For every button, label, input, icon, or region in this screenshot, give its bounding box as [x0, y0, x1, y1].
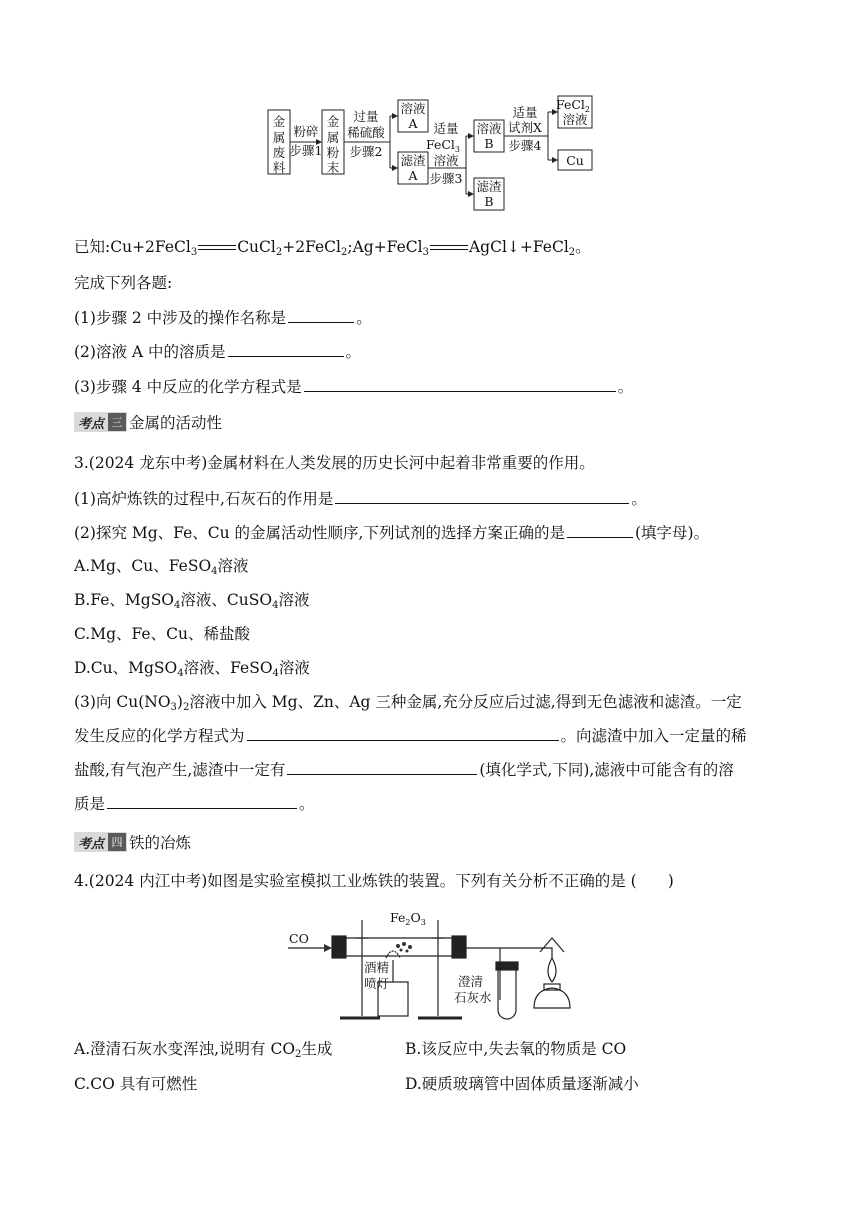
option-4b: B.该反应中,失去氧的物质是 CO	[405, 1040, 627, 1058]
option-4d: D.硬质玻璃管中固体质量逐渐减小	[405, 1075, 639, 1093]
label-step4-line2: 试剂X	[508, 120, 542, 135]
label-step1-bottom: 步骤1	[289, 143, 323, 158]
known-sub1: 3	[190, 247, 198, 258]
equals-sign	[430, 243, 468, 253]
label-step4-line3: 步骤4	[508, 138, 542, 153]
label-residue-b-2: B	[484, 194, 494, 209]
label-fecl2-2: 溶液	[562, 112, 588, 127]
label-metal-waste-1: 金	[272, 114, 286, 129]
answer-blank[interactable]	[228, 340, 344, 357]
question-2-1: (1)步骤 2 中涉及的操作名称是 。	[74, 306, 372, 329]
label-solution-b-2: B	[484, 136, 494, 151]
figure-limewater-label-2: 石灰水	[454, 990, 492, 1005]
label-fecl2-1: FeCl$_2$	[555, 97, 591, 114]
answer-blank[interactable]	[335, 487, 629, 504]
question-2-3: (3)步骤 4 中反应的化学方程式是 。	[74, 375, 633, 398]
known-sub4: 3	[422, 247, 429, 258]
known-prefix: 已知:Cu+2FeCl	[74, 238, 191, 256]
label-metal-waste-4: 料	[272, 160, 286, 175]
option-3b: B.Fe、MgSO$_4$溶液、CuSO$_4$溶液	[74, 591, 310, 611]
section-header-activity	[74, 410, 222, 434]
iron-smelting-apparatus	[0, 900, 860, 1030]
process-flowchart	[0, 0, 860, 220]
label-step2-line1: 过量	[353, 109, 379, 124]
option-4c: C.CO 具有可燃性	[74, 1075, 198, 1093]
question-4-stem: 4.(2024 内江中考)如图是实验室模拟工业炼铁的装置。下列有关分析不正确的是 ( )	[74, 872, 674, 890]
question-3-stem: 3.(2024 龙东中考)金属材料在人类发展的历史长河中起着非常重要的作用。	[74, 454, 595, 472]
known-p5: AgCl↓+FeCl	[468, 238, 569, 256]
question-2-2: (2)溶液 A 中的溶质是 。	[74, 340, 361, 363]
question-3-3-line3: 盐酸,有气泡产生,滤渣中一定有 (填化学式,下同),滤液中可能含有的溶	[74, 758, 734, 781]
known-p3: +2FeCl	[282, 238, 341, 256]
question-3-3-line2: 发生反应的化学方程式为 。向滤渣中加入一定量的稀	[74, 724, 747, 747]
label-step1-top: 粉碎	[293, 124, 319, 139]
label-metal-waste-2: 属	[272, 130, 286, 145]
figure-lamp-label-2: 喷灯	[364, 976, 390, 991]
known-sub5: 2	[568, 247, 576, 258]
label-step3-line2: FeCl$_3$	[425, 137, 461, 154]
question-3-3-line1: (3)向 $Cu(NO_3)_2$溶液中加入 Mg、Zn、Ag 三种金属,充分反应后过滤,得到无色滤液和滤渣。一定	[74, 693, 742, 713]
section-header-iron-smelting	[74, 830, 191, 854]
label-cu: Cu	[566, 153, 584, 168]
label-metal-waste-3: 废	[272, 145, 286, 160]
known-equations	[74, 236, 591, 258]
intro-text: 完成下列各题:	[74, 274, 173, 292]
label-metal-powder-3: 粉	[326, 145, 340, 160]
question-3-1: (1)高炉炼铁的过程中,石灰石的作用是 。	[74, 487, 647, 510]
label-step2-line2: 稀硫酸	[347, 125, 385, 140]
label-solution-a-2: A	[408, 116, 418, 131]
label-residue-b-1: 滤渣	[476, 179, 502, 194]
label-step4-line1: 适量	[512, 105, 538, 120]
known-sub2: 2	[275, 247, 283, 258]
known-p6: 。	[575, 238, 591, 256]
answer-blank[interactable]	[287, 758, 477, 775]
label-metal-powder-4: 末	[326, 160, 340, 175]
section-badge: 考点 四	[74, 832, 127, 852]
section-title: 铁的冶炼	[129, 834, 192, 852]
section-title: 金属的活动性	[129, 414, 223, 432]
section-badge: 考点 三	[74, 412, 127, 432]
answer-blank[interactable]	[107, 792, 297, 809]
label-step3-line3: 溶液	[433, 153, 459, 168]
label-step2-line3: 步骤2	[349, 144, 383, 159]
figure-fe2o3-label: $Fe_2O_3$	[390, 910, 426, 927]
answer-blank[interactable]	[304, 375, 616, 392]
label-solution-a-1: 溶液	[400, 101, 426, 116]
figure-lamp-label-1: 酒精	[364, 960, 390, 975]
label-metal-powder-2: 属	[326, 130, 340, 145]
answer-blank[interactable]	[247, 724, 559, 741]
label-step3-line4: 步骤3	[429, 171, 463, 186]
option-3c: C.Mg、Fe、Cu、稀盐酸	[74, 625, 250, 643]
label-residue-a-1: 滤渣	[400, 153, 426, 168]
answer-blank[interactable]	[567, 521, 633, 538]
option-3d: D.Cu、MgSO$_4$溶液、FeSO$_4$溶液	[74, 659, 310, 679]
question-3-2: (2)探究 Mg、Fe、Cu 的金属活动性顺序,下列试剂的选择方案正确的是 (填字母)。	[74, 521, 709, 544]
known-sub3: 2	[340, 247, 348, 258]
figure-limewater-label-1: 澄清	[458, 974, 484, 989]
question-3-3-line4: 质是 。	[74, 792, 315, 815]
option-3a: A.Mg、Cu、FeSO$_4$溶液	[74, 557, 249, 577]
figure-co-label: CO	[289, 931, 309, 946]
equals-sign	[198, 243, 236, 253]
option-4a: A.澄清石灰水变浑浊,说明有 $CO_2$生成	[74, 1040, 333, 1060]
label-step3-line1: 适量	[433, 121, 459, 136]
answer-blank[interactable]	[288, 306, 354, 323]
label-metal-powder-1: 金	[326, 114, 340, 129]
label-residue-a-2: A	[408, 168, 418, 183]
known-p4: ;Ag+FeCl	[347, 238, 423, 256]
label-solution-b-1: 溶液	[476, 121, 502, 136]
known-p2: CuCl	[237, 238, 276, 256]
